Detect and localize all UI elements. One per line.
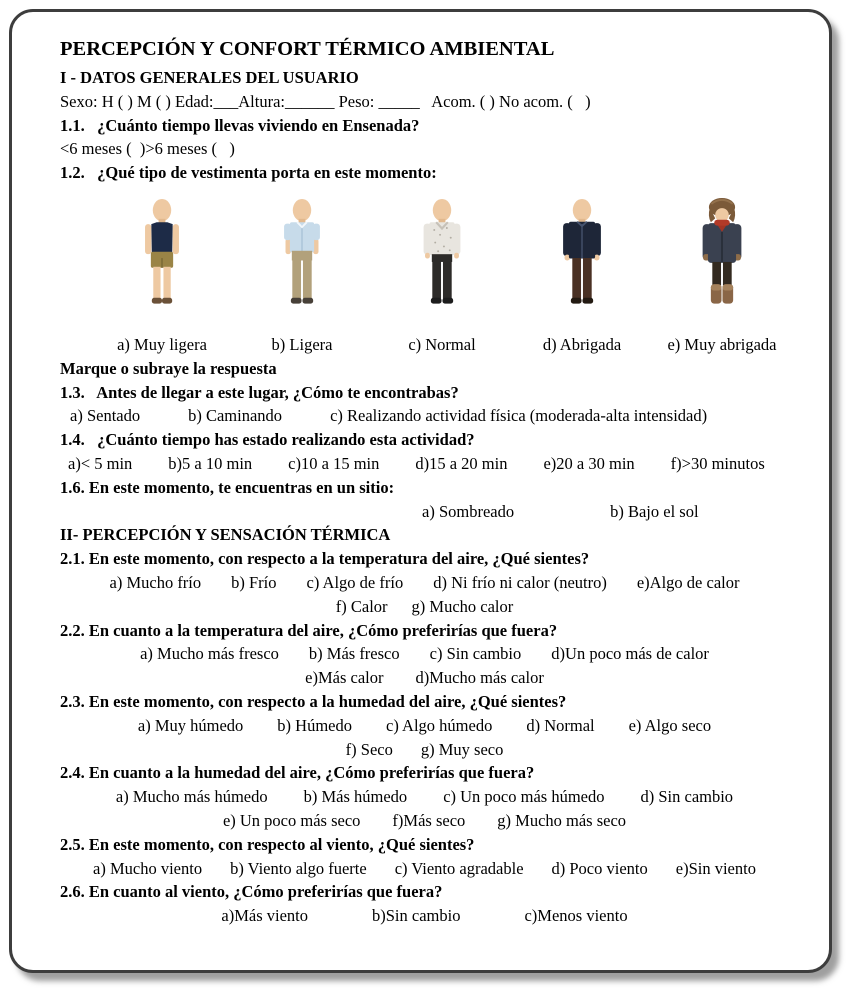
- option-item: d)15 a 20 min: [415, 453, 508, 473]
- clothing-figure-cell: [512, 197, 652, 323]
- question-1-1-options: <6 meses ( )>6 meses ( ): [60, 139, 235, 159]
- page-content: [12, 12, 829, 928]
- option-item: b) Bajo el sol: [610, 501, 699, 521]
- question-2-1-label: 2.1. En este momento, con respecto a la temperatura del aire, ¿Qué sientes?: [60, 549, 590, 569]
- option-item: c) Sin cambio: [429, 644, 522, 664]
- option-item: b) Caminando: [188, 406, 283, 426]
- clothing-option-label: c) Normal: [408, 334, 476, 354]
- option-item: e) Algo seco: [628, 715, 712, 735]
- option-item: e) Un poco más seco: [222, 810, 361, 830]
- question-2-3-options-row-1: [60, 714, 789, 738]
- option-item: a) Mucho más húmedo: [115, 787, 268, 807]
- option-item: g) Mucho calor: [411, 596, 514, 616]
- clothing-figure-cell: [92, 197, 232, 323]
- option-item: b)5 a 10 min: [168, 453, 253, 473]
- option-item: c) Realizando actividad física (moderada-alta intensidad): [330, 406, 708, 426]
- clothing-figures-row: [92, 197, 792, 323]
- section-1-heading: I - DATOS GENERALES DEL USUARIO: [60, 68, 359, 87]
- person-warm-clothing-icon: [550, 197, 614, 323]
- option-item: b) Viento algo fuerte: [230, 858, 367, 878]
- question-2-6-label: 2.6. En cuanto al viento, ¿Cómo preferirías que fuera?: [60, 882, 443, 902]
- option-item: e)20 a 30 min: [543, 453, 635, 473]
- option-item: e)Sin viento: [675, 858, 756, 878]
- clothing-options-row: [92, 333, 792, 357]
- clothing-option-label: e) Muy abrigada: [667, 334, 777, 354]
- clothing-option-label: a) Muy ligera: [117, 334, 207, 354]
- question-1-4-options: [60, 452, 789, 476]
- option-item: f)>30 minutos: [670, 453, 765, 473]
- question-2-2-options-row-1: [60, 642, 789, 666]
- option-item: c)Menos viento: [524, 906, 628, 926]
- option-item: a) Sombreado: [422, 501, 515, 521]
- question-1-1-label: 1.1. ¿Cuánto tiempo llevas viviendo en Ensenada?: [60, 115, 420, 135]
- option-item: d) Poco viento: [551, 858, 648, 878]
- option-item: c) Algo húmedo: [386, 715, 493, 735]
- option-item: b) Húmedo: [277, 715, 352, 735]
- mark-instruction: Marque o subraye la respuesta: [60, 358, 277, 378]
- option-item: d) Ni frío ni calor (neutro): [433, 572, 607, 592]
- questionnaire-page: [9, 9, 832, 973]
- option-item: f) Seco: [345, 739, 393, 759]
- clothing-option-label: d) Abrigada: [542, 334, 622, 354]
- option-item: b) Frío: [231, 572, 277, 592]
- person-light-clothing-icon: [270, 197, 334, 323]
- option-item: a)Más viento: [221, 906, 309, 926]
- option-item: a) Muy húmedo: [137, 715, 244, 735]
- option-item: b) Más húmedo: [303, 787, 408, 807]
- question-2-5-options: [60, 857, 789, 881]
- clothing-figure-cell: [652, 197, 792, 323]
- question-2-6-options: [60, 904, 789, 928]
- option-item: g) Muy seco: [420, 739, 504, 759]
- document-title: PERCEPCIÓN Y CONFORT TÉRMICO AMBIENTAL: [60, 38, 555, 60]
- option-item: e)Más calor: [305, 668, 384, 688]
- clothing-figure-cell: [372, 197, 512, 323]
- option-item: a) Mucho más fresco: [140, 644, 279, 664]
- question-2-4-options-row-1: [60, 785, 789, 809]
- question-2-1-options-row-1: [60, 571, 789, 595]
- option-item: d) Sin cambio: [640, 787, 734, 807]
- question-2-3-options-row-2: [60, 738, 789, 762]
- section-2-heading: II- PERCEPCIÓN Y SENSACIÓN TÉRMICA: [60, 525, 391, 545]
- question-1-6-options: [60, 500, 789, 524]
- question-2-3-label: 2.3. En este momento, con respecto a la humedad del aire, ¿Qué sientes?: [60, 691, 567, 711]
- person-very-light-clothing-icon: [130, 197, 194, 323]
- person-very-warm-clothing-icon: [690, 197, 754, 323]
- clothing-option-label: b) Ligera: [271, 334, 333, 354]
- question-2-2-options-row-2: [60, 666, 789, 690]
- option-item: a) Mucho frío: [109, 572, 202, 592]
- option-item: d)Mucho más calor: [415, 668, 544, 688]
- question-2-4-label: 2.4. En cuanto a la humedad del aire, ¿Cómo preferirías que fuera?: [60, 763, 535, 783]
- option-item: a) Sentado: [70, 406, 141, 426]
- question-2-5-label: 2.5. En este momento, con respecto al viento, ¿Qué sientes?: [60, 834, 475, 854]
- option-item: c)10 a 15 min: [288, 453, 380, 473]
- question-1-6-label: 1.6. En este momento, te encuentras en un sitio:: [60, 477, 395, 497]
- option-item: b) Más fresco: [308, 644, 400, 664]
- option-item: g) Mucho más seco: [497, 810, 627, 830]
- question-2-1-options-row-2: [60, 595, 789, 619]
- option-item: b)Sin cambio: [372, 906, 461, 926]
- question-1-3-label: 1.3. Antes de llegar a este lugar, ¿Cómo te encontrabas?: [60, 382, 459, 402]
- question-1-2-label: 1.2. ¿Qué tipo de vestimenta porta en este momento:: [60, 163, 437, 183]
- option-item: a)< 5 min: [68, 453, 133, 473]
- option-item: f)Más seco: [392, 810, 466, 830]
- option-item: c) Un poco más húmedo: [443, 787, 605, 807]
- option-item: f) Calor: [335, 596, 388, 616]
- option-item: c) Viento agradable: [394, 858, 524, 878]
- option-item: e)Algo de calor: [636, 572, 740, 592]
- question-1-4-label: 1.4. ¿Cuánto tiempo has estado realizando esta actividad?: [60, 430, 475, 450]
- question-1-3-options: [60, 404, 789, 428]
- person-normal-clothing-icon: [410, 197, 474, 323]
- question-2-2-label: 2.2. En cuanto a la temperatura del aire, ¿Cómo preferirías que fuera?: [60, 620, 558, 640]
- demographics-line: Sexo: H ( ) M ( ) Edad:___Altura:______ Peso: _____ Acom. ( ) No acom. ( ): [60, 91, 591, 111]
- option-item: a) Mucho viento: [93, 858, 203, 878]
- option-item: d)Un poco más de calor: [551, 644, 709, 664]
- clothing-figure-cell: [232, 197, 372, 323]
- question-2-4-options-row-2: [60, 809, 789, 833]
- option-item: d) Normal: [526, 715, 595, 735]
- option-item: c) Algo de frío: [306, 572, 404, 592]
